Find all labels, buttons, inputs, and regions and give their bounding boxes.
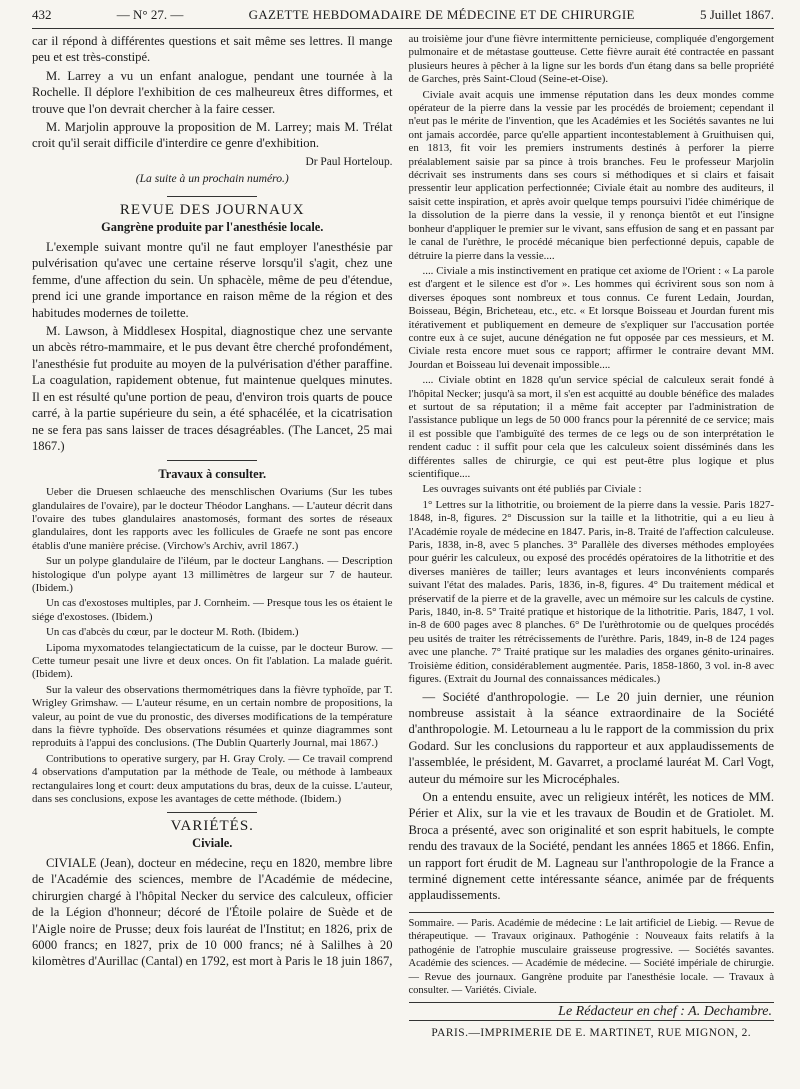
journal-title: GAZETTE HEBDOMADAIRE DE MÉDECINE ET DE CHIRURGIE [248, 7, 635, 22]
columns [32, 33, 774, 1041]
article-heading: Travaux à consulter. [158, 467, 267, 482]
reference-entry: Un cas d'exostoses multiples, par J. Cornheim. — Presque tous les os étaient le siége d'exostoses. (Ibidem.) [32, 597, 393, 623]
divider [167, 196, 257, 197]
page-header [32, 2, 774, 29]
reference-entry: Un cas d'abcès du cœur, par le docteur M. Roth. (Ibidem.) [46, 626, 299, 639]
paragraph: .... Civiale obtint en 1828 qu'un service spécial de calculeux serait fondé à l'hôpital Necker; jusqu'à sa mort, il s'en est acquitté au double bénéfice des malades et surtout de sa réputation; il a même fait accepter par l'administration de l'assistance publique un legs de 50 000 francs pour la pérennité de ce service; mais il est possible que l'ambiguïté des termes de ce legs ou de son interprétation le rendent caduc : il suffit pour cela que les calculeux soient disséminés dans les différentes salles de chirurgie, ce qui est peut-être plus logique et plus scientifique.... [408, 374, 774, 480]
signature: Dr Paul Horteloup. [305, 155, 393, 168]
paragraph: M. Lawson, à Middlesex Hospital, diagnostique chez une servante un abcès rétro-mammaire, et le pus devant être cherché profondément, l'anesthésie fut produite au moyen de la pulvérisation d'éther paraffine. La coagulation, rapidement obtenue, fut maintenue quelques minutes. Il en est résulté qu'une portion de peau, d'environ trois quarts de pouce carré, à la partie supérieure du sein, a été sphacélée, et la cicatrisation ne se fera pas sans laisser de traces désagréables. (The Lancet, 25 mai 1867.) [32, 324, 393, 453]
reference-entry: Ueber die Druesen schlaeuche des menschlischen Ovariums (Sur les tubes glandulaires de l'ovaire), par le docteur Théodor Langhans. — L'auteur décrit dans l'ovaire des tubes glandulaires anastomosés, formant des sortes de réseaux glandulaires, dont les rapports avec les follicules de Graefe ne sont pas encore établis d'une manière précise. (Virchow's Archiv, avril 1867.) [32, 486, 393, 552]
divider [167, 460, 257, 461]
summary-box: Sommaire. — Paris. Académie de médecine : Le lait artificiel de Liebig. — Revue de thérapeutique. — Travaux originaux. Pathogénie : Nouveaux faits relatifs à la pathogénie de l'atrophie musculaire graisseuse progressive. — Sociétés savantes. Académie des sciences. — Académie de médecine. — Société impériale de chirurgie. — Revue des journaux. Gangrène produite par l'anesthésie locale. — Travaux à consulter. — Variétés. Civiale. [409, 912, 774, 998]
issue-date: 5 Juillet 1867. [699, 7, 774, 22]
paragraph: — Société d'anthropologie. — Le 20 juin dernier, une réunion nombreuse assistait à la séance extraordinaire de la Société d'anthropologie. M. Letourneau a lu le rapport de la commission du prix Godard. Sur les conclusions du rapporteur et aux applaudissements de l'assemblée, le président, M. Gavarret, a proclamé lauréat M. Carl Vogt, auteur du mémoire sur les Microcéphales. [408, 689, 774, 786]
paragraph: CIVIALE (Jean), docteur en médecine, reçu en 1820, membre libre de l'Académie des sciences, membre de l'Académie de médecine, chirurgien chargé à l'hôpital Necker du service des calculeux, officier de la Légion d'honneur; décoré de l'Étoile polaire de Suède et de l'Aigle noire de Prusse; deux fois lauréat de l'Institut; en 1826, prix de 6000 francs; en 1827, prix de 10 000 francs; né à Salilhes à 20 kilomètres d'Aurillac (Cantal) en 1792, est mort à Paris le 18 juin 1867, [32, 856, 393, 969]
paragraph: On a entendu ensuite, avec un religieux intérêt, les notices de MM. Périer et Alix, sur la vie et les travaux de Boudin et de Gratiolet. M. Broca a présenté, avec son originalité et son esprit habituels, le compte rendu des travaux de la Société, pendant les années 1865 et 1866. Enfin, un rapport fort érudit de M. Lagneau sur l'anthropologie de la France a terminé dignement cette intéressante séance, animée par de fréquents applaudissements. [408, 789, 774, 903]
section-heading: REVUE DES JOURNAUX [119, 202, 305, 219]
reference-entry: Contributions to operative surgery, par H. Gray Croly. — Ce travail comprend 4 observations d'amputation par la méthode de Teale, ou méthode à lambeaux rectangulaires long et court: deux amputations du bras, deux de la cuisse. L'auteur, dans ses conclusions, expose les avantages de cette méthode. (Ibidem.) [32, 752, 393, 806]
editor-line: Le Rédacteur en chef : A. Dechambre. [409, 1002, 774, 1021]
bibliography: 1° Lettres sur la lithotritie, ou broiement de la pierre dans la vessie. Paris 1827-1848, in-8, figures. 2° Discussion sur la taille et la lithotritie, qui a eu lieu à l'Académie royale de médecine en 1847. Paris, in-8. Traité de l'affection calculeuse. Paris, 1838, in-8, avec 5 planches. 3° Parallèle des diverses méthodes employées pour guérir les calculeux, ou exposé des procédés opératoires de la lithotritie et des diverses manières de tailler; leurs avantages et leurs inconvénients comparés suivant l'état des malades. Paris, 1836, in-8, figures. 4° Du traitement médical et préservatif de la pierre et de la gravelle, avec un mémoire sur les calculs de cystine. Paris, 1840, in-8. 5° Traité pratique et historique de la lithotritie. Paris, 1847, 1 vol. in-8 de 600 pages avec 8 planches. 6° De l'urèthrotomie ou de quelques procédés peu usités de traiter les rétrécissements de l'urèthre. Paris, 1849, in-8 de 124 pages avec une planche. 7° Traité pratique sur les maladies des organes génito-urinaires. Troisième édition, considérablement augmentée. Paris, 1858-1860, 3 vol. in-8 avec figures. (Extrait du Journal des connaissances médicales.) [408, 498, 774, 686]
right-column [409, 33, 774, 1041]
continued-note: (La suite à un prochain numéro.) [135, 171, 289, 185]
page-number: 432 [32, 7, 52, 22]
article-heading: Gangrène produite par l'anesthésie locale. [101, 220, 324, 235]
reference-entry: Sur un polype glandulaire de l'iléum, par le docteur Langhans. — Description histologique d'un polype ayant 13 millimètres de largeur sur 7 de hauteur. (Ibidem.) [32, 555, 393, 594]
reference-entry: Lipoma myxomatodes telangiectaticum de la cuisse, par le docteur Burow. — Cette tumeur pesait une livre et deux onces. On fit l'ablation. La malade guérit. (Ibidem). [32, 641, 393, 681]
paragraph: L'exemple suivant montre qu'il ne faut employer l'anesthésie par pulvérisation qu'avec une certaine réserve lorsqu'il s'agit, chez une femme, d'une affection du sein. Un sphacèle, même de peu d'étendue, prend ici une grande importance en raison même de la région et des habitudes modernes de toilette. [32, 240, 393, 320]
paragraph: Les ouvrages suivants ont été publiés par Civiale : [422, 483, 642, 496]
printer-line: PARIS.—IMPRIMERIE DE E. MARTINET, RUE MIGNON, 2. [431, 1027, 752, 1040]
paragraph: car il répond à différentes questions et sait même ses lettres. Il mange peu et est très-constipé. [32, 34, 393, 65]
section-heading: VARIÉTÉS. [170, 818, 254, 835]
paragraph: .... Civiale a mis instinctivement en pratique cet axiome de l'Orient : « La parole est d'argent et le silence est d'or ». Les hommes qui écrivirent sous son nom à diverses époques sont nombreux et tous connus. Ce furent Ledain, Jourdan, Boisseau, Bégin, Bricheteau, etc., etc. « Et lorsque Boisseau et Jourdan furent mis itérativement et publiquement en demeure de s'expliquer sur l'accusation portée contre eux à ce sujet, aucune dénégation ne fut opposée par ces messieurs, et M. Civiale resta encore muet sous ce rapport; affirmer le contraire devant MM. Jourdan et Boisseau lui devenait impossible.... [408, 264, 774, 371]
paragraph: au troisième jour d'une fièvre intermittente pernicieuse, compliquée d'engorgement pulmonaire et de métastase goutteuse. Cette fièvre aurait été contractée en passant plusieurs heures à pêcher à la ligne sur les bords d'un étang dans sa belle propriété de Garches, près Saint-Cloud (Seine-et-Oise). [408, 33, 774, 86]
article-heading: Civiale. [192, 836, 233, 851]
newspaper-page [0, 2, 800, 1089]
paragraph: M. Marjolin approuve la proposition de M. Larrey; mais M. Trélat croit qu'il serait difficile d'interdire ce genre d'exhibition. [32, 120, 393, 151]
issue-number: — N° 27. — [116, 7, 184, 22]
reference-entry: Sur la valeur des observations thermométriques dans la fièvre typhoïde, par T. Wrigley Grimshaw. — L'auteur résume, en un certain nombre de propositions, la valeur, au point de vue du pronostic, des diverses modifications de la température dans la fièvre typhoïde. Des observations résumées et quinze diagrammes sont reproduits à l'appui des conclusions. (The Dublin Quarterly Journal, mai 1867.) [32, 683, 393, 750]
left-column [32, 33, 393, 1041]
divider [167, 812, 257, 813]
paragraph: M. Larrey a vu un enfant analogue, pendant une tournée à la Rochelle. Il déplore l'exhibition de ces malheureux êtres difformes, et trouve que l'on devrait chercher à la faire cesser. [32, 68, 393, 116]
paragraph: Civiale avait acquis une immense réputation dans les deux mondes comme opérateur de la pierre dans la vessie par les procédés de broiement; cependant il n'eut pas le mérite de l'invention, que les Académies et les Sociétés savantes ne lui ont jamais accordée, parce qu'elle appartient incontestablement à Gruithuisen qui, en 1813, fit voir les premiers instruments destinés à perforer la pierre préalablement saisie par sa pince à trois branches. Feu le professeur Marjolin décrivait ses instruments dans ses cours si méthodiques et si clairs et faisait pressentir leur application perfectionnée; Civiale était au nombre des auditeurs, il saisit cette inspiration, et après avoir quelque temps poursuivi l'idée chimérique de la dissolution de la pierre dans la vessie, il y renonça bientôt et eut l'insigne bonheur d'appliquer le premier sur le vivant, sans effusion de sang et en passant par le canal de l'urèthre, le procédé mécanique bien perfectionné depuis, capable de détruire la pierre dans la vessie.... [408, 88, 774, 262]
